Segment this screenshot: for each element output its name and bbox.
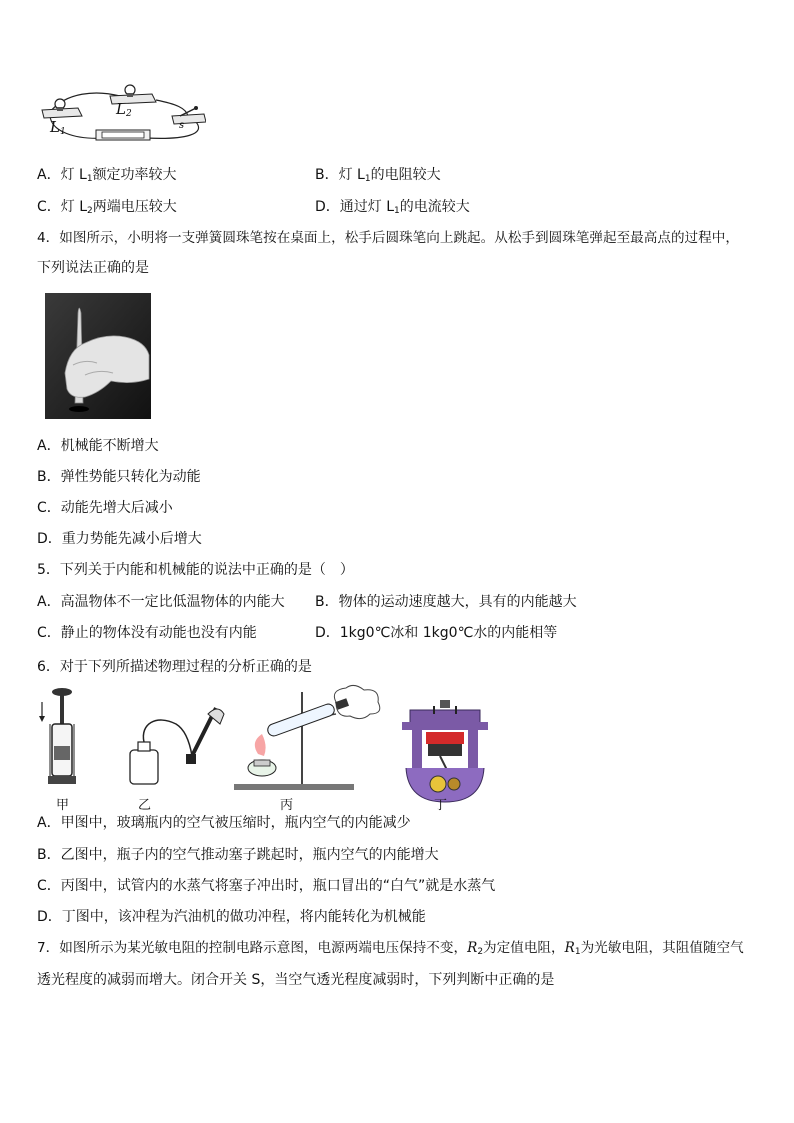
q6-illustrations [36, 684, 496, 806]
figure-label-ding: 丁 [434, 798, 448, 813]
label-switch: s [179, 120, 185, 131]
figure-yi [130, 708, 224, 784]
q5-option-d: D．1kg0℃冰和 1kg0℃水的内能相等 [315, 625, 558, 641]
q4-option-c: C．动能先增大后减小 [37, 500, 173, 516]
label-l1: $L_1$ [50, 118, 66, 137]
q4-stem-line2: 下列说法正确的是 [37, 260, 149, 276]
q3-option-c: C．灯 $L_2$两端电压较大 [37, 199, 177, 216]
label-l2: $L_2$ [116, 100, 132, 119]
q6-option-b: B．乙图中，瓶子内的空气推动塞子跳起时，瓶内空气的内能增大 [37, 847, 439, 863]
q5-option-b: B．物体的运动速度越大，具有的内能越大 [315, 594, 577, 610]
q7-stem-line1: 7．如图所示为某光敏电阻的控制电路示意图，电源两端电压保持不变，$R_2$为定值电阻，$R_1$为光敏电阻，其阻值随空气 [37, 940, 744, 957]
figure-label-jia: 甲 [56, 798, 70, 813]
q6-figures [36, 684, 496, 813]
q3-option-b: B．灯 $L_1$的电阻较大 [315, 167, 441, 184]
q5-stem: 5．下列关于内能和机械能的说法中正确的是（ ） [37, 562, 354, 578]
q6-option-c: C．丙图中，试管内的水蒸气将塞子冲出时，瓶口冒出的“白气”就是水蒸气 [37, 878, 496, 894]
circuit-figure [36, 82, 206, 144]
q4-option-b: B．弹性势能只转化为动能 [37, 469, 201, 485]
q4-stem-line1: 4．如图所示，小明将一支弹簧圆珠笔按在桌面上，松手后圆珠笔向上跳起。从松手到圆珠笔弹起至最高点的过程中， [37, 230, 739, 246]
q3-option-a: A．灯 $L_1$额定功率较大 [37, 167, 177, 184]
q7-stem-line2: 透光程度的减弱而增大。闭合开关 S，当空气透光程度减弱时，下列判断中正确的是 [37, 972, 555, 988]
figure-label-yi: 乙 [138, 798, 152, 813]
figure-jia [39, 688, 76, 784]
q6-option-d: D．丁图中，该冲程为汽油机的做功冲程，将内能转化为机械能 [37, 909, 426, 925]
q4-option-a: A．机械能不断增大 [37, 438, 159, 454]
q4-option-d: D．重力势能先减小后增大 [37, 531, 202, 547]
q6-stem: 6．对于下列所描述物理过程的分析正确的是 [37, 659, 312, 675]
q3-option-d: D．通过灯 $L_1$的电流较大 [315, 199, 470, 216]
figure-bing [234, 685, 380, 790]
figure-label-bing: 丙 [280, 798, 294, 813]
figure-ding [402, 700, 488, 802]
q6-option-a: A．甲图中，玻璃瓶内的空气被压缩时，瓶内空气的内能减少 [37, 815, 411, 831]
q5-option-a: A．高温物体不一定比低温物体的内能大 [37, 594, 285, 610]
pen-photo [45, 293, 151, 419]
hand-pressing-pen-illustration [45, 293, 151, 419]
q5-option-c: C．静止的物体没有动能也没有内能 [37, 625, 257, 641]
